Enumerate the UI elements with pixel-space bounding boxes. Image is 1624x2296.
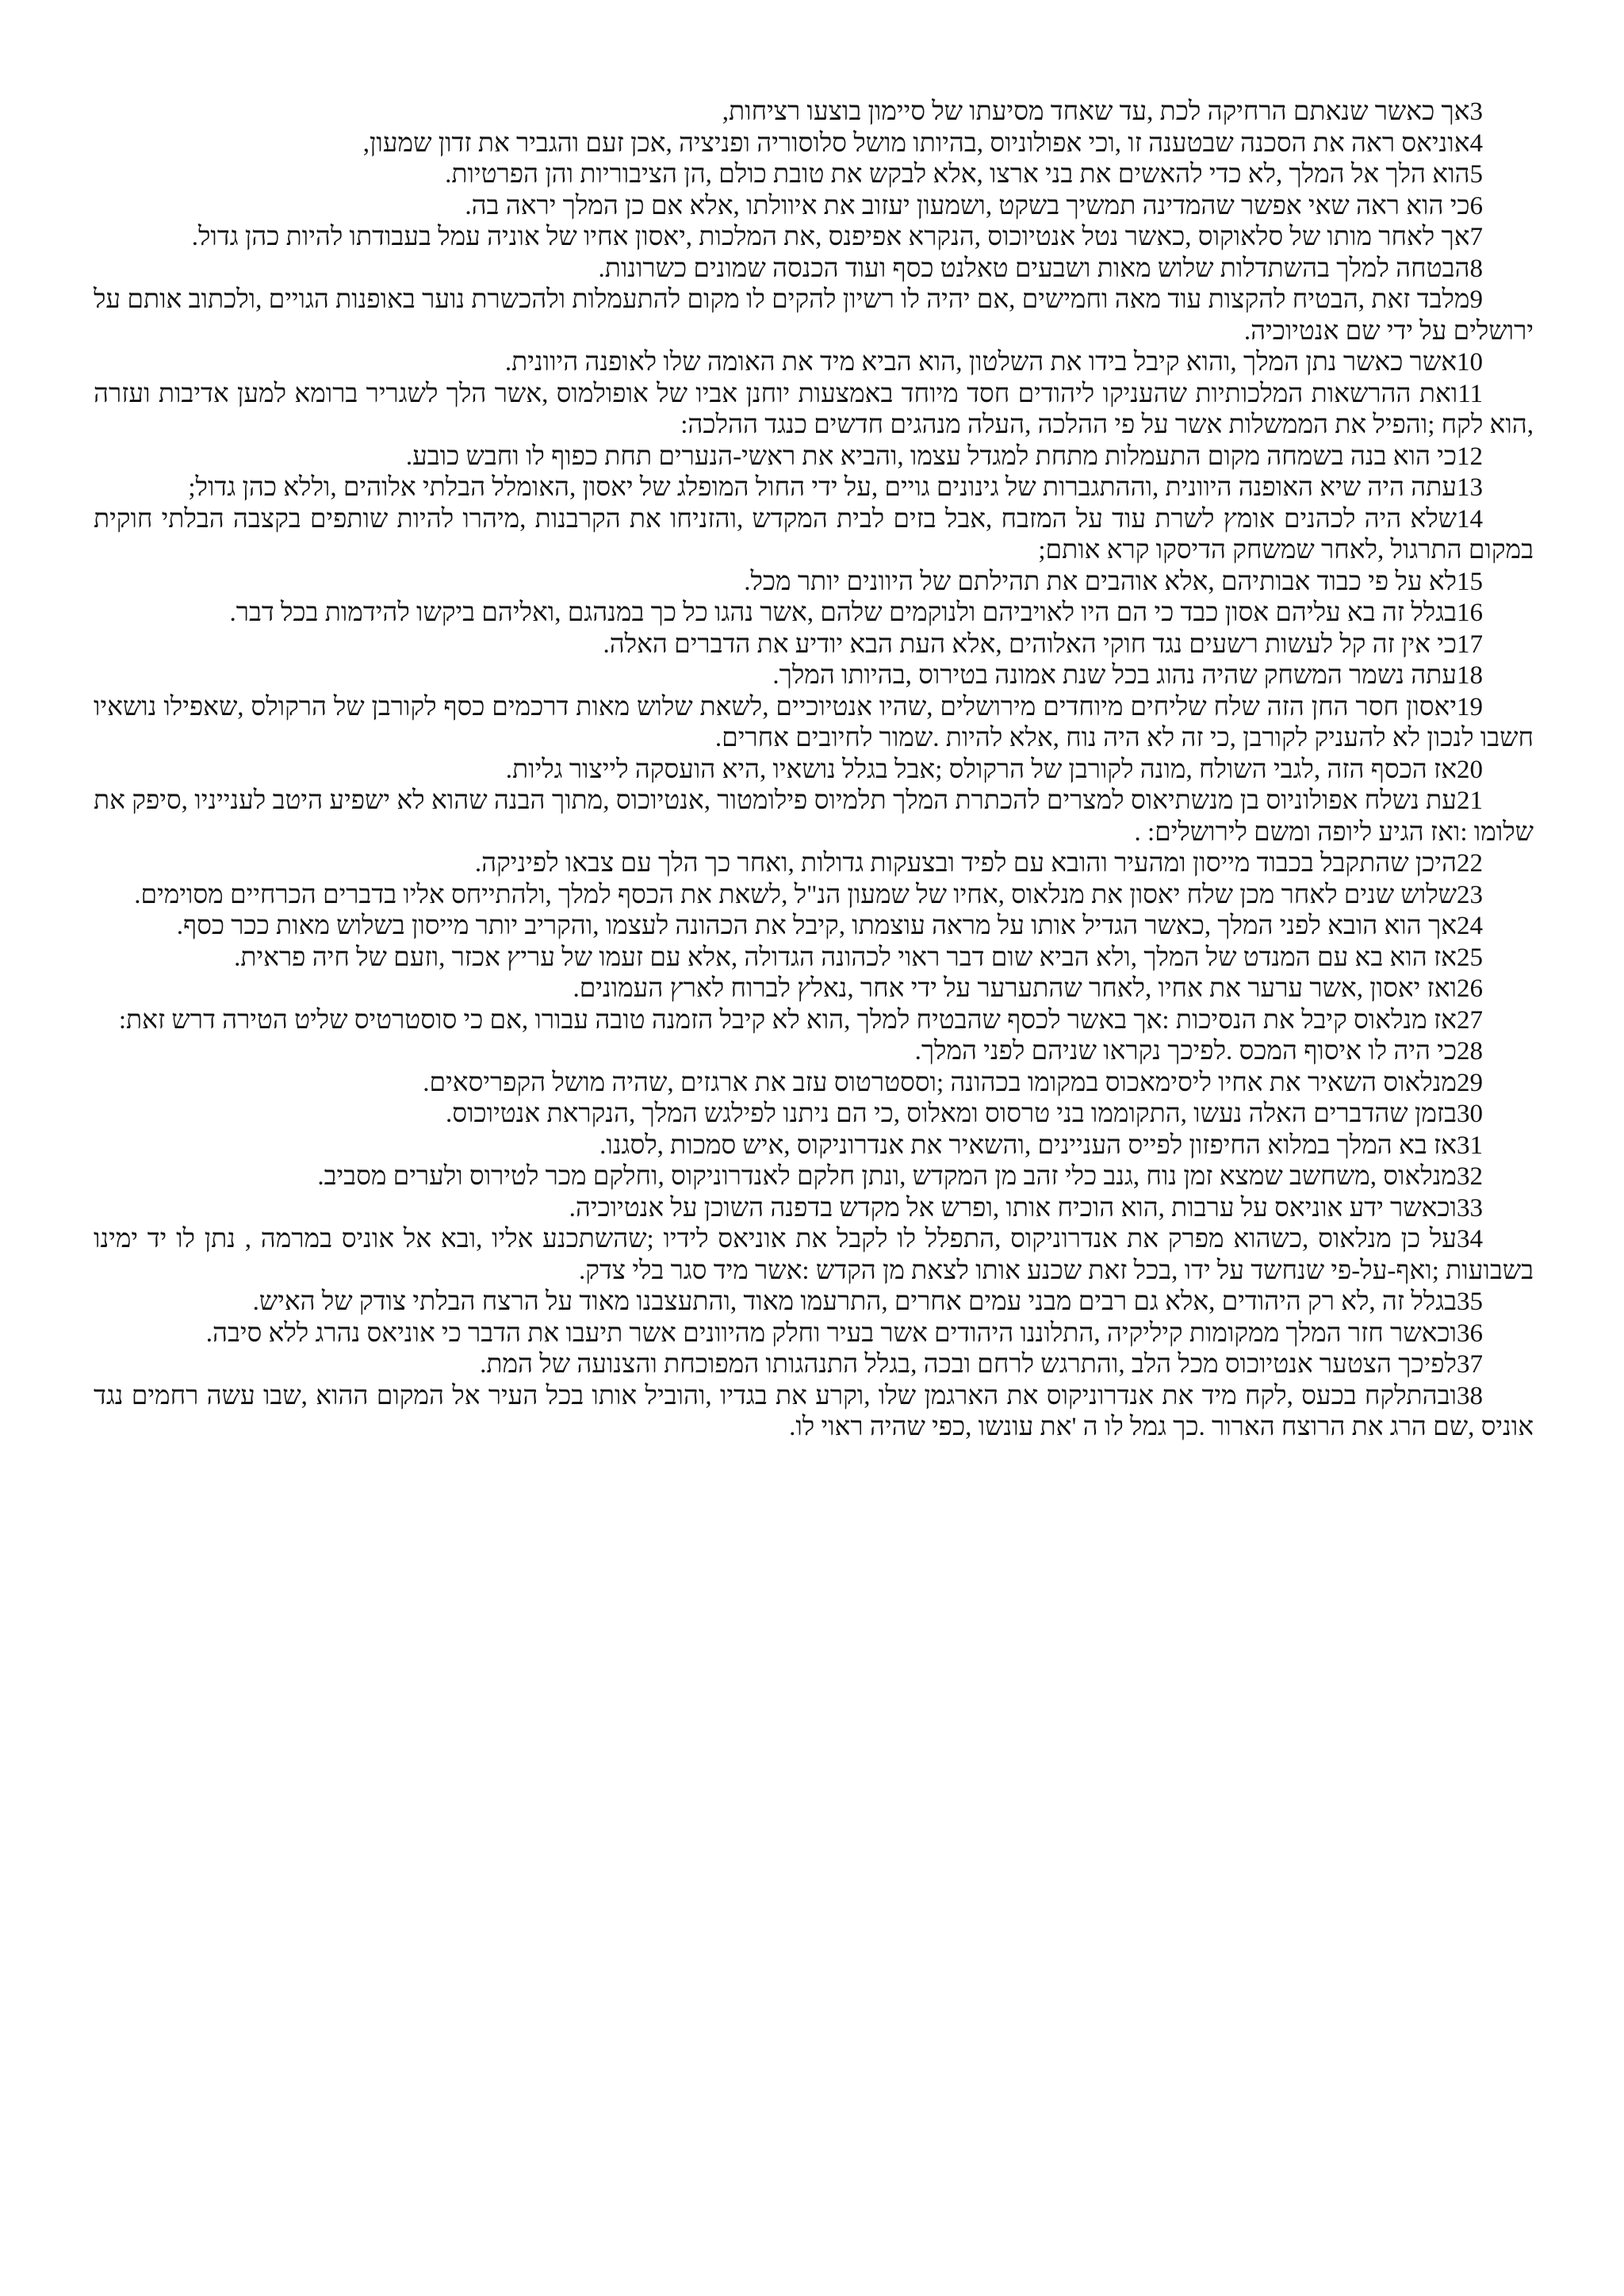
verse-28: 28כי היה לו איסוף המכס .לפיכך נקראו שניהם לפני המלך. xyxy=(914,1037,1483,1066)
verse-13: 13עתה היה שיא האופנה היוונית ,וההתגברות של גינונים גויים ,על ידי החול המופלג של יאסון ,האומלל הבלתי אלוהים ,וללא כהן גדול; xyxy=(188,473,1483,502)
verse-38: 38ובהתלקח בכעס ,לקח מיד את אנדרוניקוס את הארגמן שלו ,וקרע את בגדיו ,והוביל אותו בכל העיר אל המקום ההוא ,שבו עשה רחמים נגד אוניס ,שם הרג את הרוצח הארור .כך גמל לו ה 'את עונשו ,כפי שהיה ראוי לו. xyxy=(94,1381,1534,1441)
verse-23: 23שלוש שנים לאחר מכן שלח יאסון את מנלאוס ,אחיו של שמעון הנ"ל ,לשאת את הכסף למלך ,ולהתייחס אליו בדברים הכרחיים מסוימים. xyxy=(134,880,1483,909)
verse-21: 21עת נשלח אפולוניוס בן מנשתיאוס למצרים להכתרת המלך תלמיוס פילומטור ,אנטיוכוס ,מתוך הבנה שהוא לא ישפיע היטב לענייניו ,סיפק את שלומו :ואז הגיע ליופה ומשם לירושלים: . xyxy=(94,786,1534,847)
verse-24: 24אך הוא הובא לפני המלך ,כאשר הגדיל אותו על מראה עוצמתו ,קיבל את הכהונה לעצמו ,והקריב יותר מייסון בשלוש מאות ככר כסף. xyxy=(176,912,1483,940)
verse-36: 36וכאשר חזר המלך ממקומות קיליקיה ,התלוננו היהודים אשר בעיר וחלק מהיוונים אשר תיעבו את הדבר כי אוניאס נהרג ללא סיבה. xyxy=(205,1318,1483,1348)
verse-4: 4אוניאס ראה את הסכנה שבטענה זו ,וכי אפולוניוס ,בהיותו מושל סלוסוריה ופניציה ,אכן זעם והגביר את זדון שמעון, xyxy=(362,128,1483,158)
verse-37: 37לפיכך הצטער אנטיוכוס מכל הלב ,והתרגש לרחם ובכה ,בגלל התנהגותו המפוכחת והצנועה של המת. xyxy=(480,1350,1483,1379)
verse-26: 26ואז יאסון ,אשר ערער את אחיו ,לאחר שהתערער על ידי אחר ,נאלץ לברוח לארץ העמונים. xyxy=(573,974,1483,1003)
verse-11: 11ואת ההרשאות המלכותיות שהעניקו ליהודים חסד מיוחד באמצעות יוחנן אביו של אופולמוס ,אשר הלך לשגריר ברומא למען אדיבות ועזרה ,הוא לקח ;והפיל את הממשלות אשר על פי ההלכה ,העלה מנהגים חדשים כנגד ההלכה: xyxy=(94,379,1534,439)
verse-18: 18עתה נשמר המשחק שהיה נהוג בכל שנת אמונה בטירוס ,בהיותו המלך. xyxy=(772,661,1483,690)
verse-14: 14שלא היה לכהנים אומץ לשרת עוד על המזבח ,אבל בזים לבית המקדש ,והזניחו את הקרבנות ,מיהרו להיות שותפים בקצבה הבלתי חוקית במקום התרגול ,לאחר שמשחק הדיסקו קרא אותם; xyxy=(94,504,1534,564)
verse-33: 33וכאשר ידע אוניאס על ערבות ,הוא הוכיח אותו ,ופרש אל מקדש בדפנה השוכן על אנטיוכיה. xyxy=(569,1193,1483,1223)
verse-3: 3אך כאשר שנאתם הרחיקה לכת ,עד שאחד מסיעתו של סיימון בוצעו רציחות, xyxy=(722,98,1483,126)
verse-7: 7אך לאחר מותו של סלאוקוס ,כאשר נטל אנטיוכוס ,הנקרא אפיפנס ,את המלכות ,יאסון אחיו של אוניה עמל בעבודתו להיות כהן גדול. xyxy=(191,223,1483,251)
verse-16: 16בגלל זה בא עליהם אסון כבד כי הם היו לאויביהם ולנוקמים שלהם ,אשר נהגו כל כך במנהגם ,ואליהם ביקשו להידמות בכל דבר. xyxy=(229,599,1483,627)
verse-19: 19יאסון חסר החן הזה שלח שליחים מיוחדים מירושלים ,שהיו אנטיוכיים ,לשאת שלוש מאות דרכמים כסף לקורבן של הרקולס ,שאפילו נושאיו חשבו לנכון לא להעניק לקורבן ,כי זה לא היה נוח ,אלא להיות .שמור לחיובים אחרים. xyxy=(94,692,1534,752)
verse-29: 29מנלאוס השאיר את אחיו ליסימאכוס במקומו בכהונה ;וססטרטוס עזב את ארגזים ,שהיה מושל הקפריסאים. xyxy=(423,1068,1483,1097)
verse-8: 8הבטחה למלך בהשתדלות שלוש מאות ושבעים טאלנט כסף ועוד הכנסה שמונים כשרונות. xyxy=(598,254,1483,283)
verse-10: 10אשר כאשר נתן המלך ,והוא קיבל בידו את השלטון ,הוא הביא מיד את האומה שלו לאופנה היוונית. xyxy=(504,348,1483,377)
verse-9: 9מלבד זאת ,הבטיח להקצות עוד מאה וחמישים ,אם יהיה לו רשיון להקים לו מקום להתעמלות ולהכשרת נוער באופנות הגויים ,ולכתוב אותם על ירושלים על ידי שם אנטיוכיה. xyxy=(94,285,1534,346)
verse-5: 5הוא הלך אל המלך ,לא כדי להאשים את בני ארצו ,אלא לבקש את טובת כולם ,הן הציבוריות והן הפרטיות. xyxy=(445,160,1483,189)
verse-17: 17כי אין זה קל לעשות רשעים נגד חוקי האלוהים ,אלא העת הבא יודיע את הדברים האלה. xyxy=(603,629,1483,659)
verse-15: 15לא על פי כבוד אבותיהם ,אלא אוהבים את תהילתם של היוונים יותר מכל. xyxy=(744,567,1483,596)
verse-6: 6כי הוא ראה שאי אפשר שהמדינה תמשיך בשקט ,ושמעון יעזוב את איוולתו ,אלא אם כן המלך יראה בה. xyxy=(465,191,1483,220)
verse-25: 25אז הוא בא עם המנדט של המלך ,ולא הביא שום דבר ראוי לכהונה הגדולה ,אלא עם זעמו של עריץ אכזר ,וזעם של חיה פראית. xyxy=(234,943,1483,972)
verse-20: 20אז הכסף הזה ,לגבי השולח ,מונה לקורבן של הרקולס ;אבל בגלל נושאיו ,היא הועסקה לייצור גליות. xyxy=(505,755,1483,784)
verse-12: 12כי הוא בנה בשמחה מקום התעמלות מתחת למגדל עצמו ,והביא את ראשי-הנערים תחת כפוף לו וחבש כובע. xyxy=(405,442,1483,471)
verse-list xyxy=(94,97,1534,1444)
verse-27: 27אז מנלאוס קיבל את הנסיכות :אך באשר לכסף שהבטיח למלך ,הוא לא קיבל הזמנה טובה עבורו ,אם כי סוסטרטיס שליט הטירה דרש זאת: xyxy=(118,1005,1483,1035)
verse-22: 22היכן שהתקבל בכבוד מייסון ומהעיר והובא עם לפיד ובצעקות גדולות ,ואחר כך הלך עם צבאו לפיניקה. xyxy=(474,849,1483,878)
verse-30: 30בזמן שהדברים האלה נעשו ,התקוממו בני טרסוס ומאלוס ,כי הם ניתנו לפילגש המלך ,הנקראת אנטיוכוס. xyxy=(446,1100,1483,1128)
verse-35: 35בגלל זה ,לא רק היהודים ,אלא גם רבים מבני עמים אחרים ,התרעמו מאוד ,והתעצבנו מאוד על הרצח הבלתי צודק של האיש. xyxy=(252,1288,1483,1316)
verse-31: 31אז בא המלך במלוא החיפזון לפייס העניינים ,והשאיר את אנדרוניקוס ,איש סמכות ,לסגנו. xyxy=(599,1131,1483,1160)
verse-34: 34על כן מנלאוס ,כשהוא מפרק את אנדרוניקוס ,התפלל לו לקבל את אוניאס לידיו ;שהשתכנע אליו ,ובא אל אוניס במרמה , נתן לו יד ימינו בשבועות ;ואף-על-פי שנחשד על ידו ,בכל זאת שכנע אותו לצאת מן הקדש :אשר מיד סגר בלי צדק. xyxy=(94,1225,1534,1285)
verse-32: 32מנלאוס ,משחשב שמצא זמן נוח ,גנב כלי זהב מן המקדש ,ונתן חלקם לאנדרוניקוס ,וחלקם מכר לטירוס ולערים מסביב. xyxy=(317,1162,1483,1191)
